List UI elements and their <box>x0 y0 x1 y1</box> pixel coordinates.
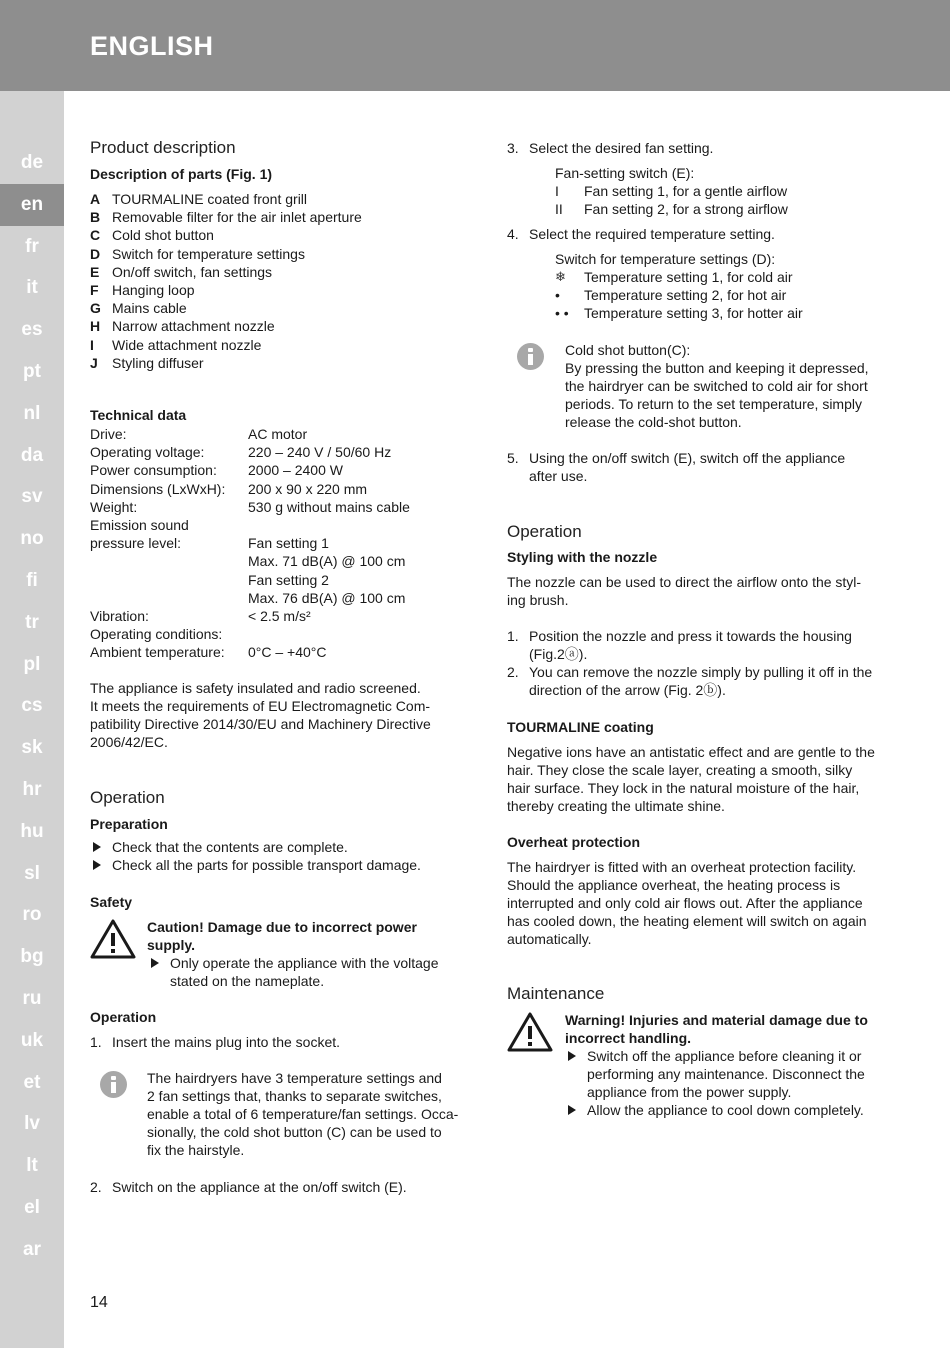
overheat-heading: Overheat protection <box>507 834 641 850</box>
page-number: 14 <box>90 1294 108 1311</box>
language-tab-ar[interactable]: ar <box>23 1238 41 1260</box>
step-4 <box>507 225 892 243</box>
table-row: Dimensions (LxWxH): 200 x 90 x 220 mm <box>90 480 368 497</box>
language-tab-fi[interactable]: fi <box>26 570 38 591</box>
language-tab-sv[interactable]: sv <box>21 486 43 508</box>
table-row: Emission sound <box>90 516 189 533</box>
technical-data-heading: Technical data <box>90 407 187 423</box>
list-item: Switch off the appliance before cleaning it or performing any maintenance. Disconnect the appliance from the power supply. <box>565 1047 892 1101</box>
list-item: H Narrow attachment nozzle <box>90 318 275 335</box>
language-tab-ro[interactable]: ro <box>22 904 42 926</box>
temp-switch-label: Switch for temperature settings (D): <box>555 251 776 267</box>
list-item: ❄ Temperature setting 1, for cold air <box>555 269 793 285</box>
list-item: 1. Position the nozzle and press it towards the housing (Fig.2ⓐ). <box>507 628 852 662</box>
product-description-heading: Product description <box>90 138 236 157</box>
warning-title: Warning! Injuries and material damage due to incorrect handling. <box>565 1012 868 1046</box>
table-row: Power consumption: 2000 – 2400 W <box>90 462 343 479</box>
technical-data-table <box>90 425 410 661</box>
warning-list <box>565 1047 892 1119</box>
list-item: B Removable filter for the air inlet aperture <box>90 209 362 226</box>
table-row: Ambient temperature: 0°C – +40°C <box>90 644 327 661</box>
language-tab-tr[interactable]: tr <box>25 611 39 633</box>
language-tab-uk[interactable]: uk <box>20 1029 44 1051</box>
list-item: 1. Insert the mains plug into the socket. <box>90 1034 341 1050</box>
cold-shot-note: Cold shot button(C): By pressing the button and keeping it depressed, the hairdryer can be switched to cold air for short periods. To return to the set temperature, simply release the cold-shot button. <box>565 342 869 430</box>
list-item: Check all the parts for possible transport damage. <box>90 856 480 874</box>
list-item: C Cold shot button <box>90 227 214 244</box>
language-tab-es[interactable]: es <box>21 319 43 341</box>
language-tab-ru[interactable]: ru <box>22 988 42 1009</box>
list-item: I Wide attachment nozzle <box>90 336 262 353</box>
table-row: Fan setting 2 <box>248 571 329 588</box>
maintenance-heading: Maintenance <box>507 984 605 1003</box>
operation-heading: Operation <box>90 788 165 807</box>
styling-heading: Styling with the nozzle <box>507 549 658 565</box>
list-item: E On/off switch, fan settings <box>90 263 273 280</box>
temperature-settings <box>555 268 803 323</box>
overheat-text: The hairdryer is fitted with an overheat protection facility. Should the appliance overheat, the heating process is interrupted and only cold air flows out. After the appliance has cooled down, the heating element will switch on again automatically. <box>507 859 867 947</box>
fan-switch-label: Fan-setting switch (E): <box>555 165 695 181</box>
step-5 <box>507 449 892 485</box>
language-tab-pt[interactable]: pt <box>23 361 41 382</box>
language-tab-sk[interactable]: sk <box>21 737 43 759</box>
operation-heading-right: Operation <box>507 522 582 541</box>
info-icon <box>100 1071 127 1098</box>
language-tab-hu[interactable]: hu <box>20 820 44 842</box>
language-tab-en[interactable]: en <box>0 184 64 226</box>
language-tab-fr[interactable]: fr <box>25 235 39 257</box>
nozzle-steps <box>507 627 892 699</box>
table-row: Drive: AC motor <box>90 426 308 442</box>
safety-heading: Safety <box>90 894 133 910</box>
language-tab-el[interactable]: el <box>24 1197 40 1218</box>
list-item: II Fan setting 2, for a strong airflow <box>555 201 788 218</box>
language-tab-sl[interactable]: sl <box>24 862 40 884</box>
list-item: D Switch for temperature settings <box>90 245 305 262</box>
language-tab-nl[interactable]: nl <box>23 402 41 424</box>
operation-steps <box>90 1033 480 1051</box>
table-row: Vibration: < 2.5 m/s² <box>90 607 311 624</box>
table-row: Operating voltage: 220 – 240 V / 50/60 Hz <box>90 444 392 461</box>
language-tab-hr[interactable]: hr <box>22 779 42 800</box>
list-item: A TOURMALINE coated front grill <box>90 191 308 207</box>
page-title: ENGLISH <box>90 31 214 61</box>
list-item: • Temperature setting 2, for hot air <box>555 287 787 304</box>
language-tab-lt[interactable]: lt <box>26 1155 38 1177</box>
language-tab-it[interactable]: it <box>26 277 38 299</box>
caution-title: Caution! Damage due to incorrect power supply. <box>147 919 417 953</box>
tourmaline-heading: TOURMALINE coating <box>507 719 654 735</box>
list-item: Allow the appliance to cool down completely. <box>565 1101 892 1119</box>
preparation-heading: Preparation <box>90 816 168 832</box>
language-tab-et[interactable]: et <box>23 1071 41 1093</box>
parts-list <box>90 190 362 372</box>
language-tab-lv[interactable]: lv <box>24 1113 40 1135</box>
language-tab-pl[interactable]: pl <box>23 653 41 675</box>
list-item: G Mains cable <box>90 300 187 317</box>
table-row: Operating conditions: <box>90 626 223 643</box>
safety-paragraph: The appliance is safety insulated and radio screened. It meets the requirements of EU Electromagnetic Com- patibility Directive 2014/30/EU and Machinery Directive 2006/42/EC. <box>90 680 431 750</box>
list-item: 2. You can remove the nozzle simply by pulling it off in the direction of the arrow (Fig. 2ⓑ). <box>507 664 873 698</box>
list-item: J Styling diffuser <box>90 354 204 371</box>
list-item: 4. Select the required temperature setting. <box>507 226 775 242</box>
table-row: Max. 71 dB(A) @ 100 cm <box>248 553 406 570</box>
table-row: Weight: 530 g without mains cable <box>90 498 410 515</box>
info-icon <box>517 343 544 370</box>
snowflake-icon: ❄ <box>555 269 566 284</box>
table-row: pressure level: Fan setting 1 <box>90 535 329 552</box>
operation-sub-heading: Operation <box>90 1009 157 1025</box>
language-tab-bg[interactable]: bg <box>20 946 44 968</box>
language-tab-da[interactable]: da <box>20 444 44 466</box>
operation-steps-continued <box>90 1178 480 1196</box>
info-note: The hairdryers have 3 temperature settings and 2 fan settings that, thanks to separate switches, enable a total of 6 temperature/fan settings. Occa- sionally, the cold shot button (C) can be used to fix the hairstyle. <box>147 1070 459 1158</box>
page-header <box>0 0 950 91</box>
list-item: 2. Switch on the appliance at the on/off switch (E). <box>90 1179 407 1195</box>
warning-triangle-icon <box>90 919 136 959</box>
table-row: Max. 76 dB(A) @ 100 cm <box>248 589 406 606</box>
fan-settings <box>555 182 788 218</box>
step-3 <box>507 139 892 157</box>
list-item: 3. Select the desired fan setting. <box>507 140 714 156</box>
list-item: Check that the contents are complete. <box>90 838 480 856</box>
language-tab-cs[interactable]: cs <box>21 695 43 717</box>
list-item: Only operate the appliance with the voltage stated on the nameplate. <box>148 954 478 990</box>
warning-triangle-icon <box>507 1012 553 1052</box>
parts-heading: Description of parts (Fig. 1) <box>90 166 273 182</box>
styling-text: The nozzle can be used to direct the airflow onto the styl- ing brush. <box>507 574 862 608</box>
list-item: 5. Using the on/off switch (E), switch off the appliance after use. <box>507 450 846 484</box>
language-tab-de[interactable]: de <box>20 152 44 173</box>
list-item: I Fan setting 1, for a gentle airflow <box>555 183 788 199</box>
language-tab-no[interactable]: no <box>20 528 44 550</box>
list-item: F Hanging loop <box>90 281 195 298</box>
caution-list <box>148 954 478 990</box>
tourmaline-text: Negative ions have an antistatic effect and are gentle to the hair. They close the scale layer, creating a smooth, silky hair surface. They lock in the natural moisture of the hair, thereby creating the ultimate shine. <box>507 744 875 814</box>
language-sidebar <box>0 91 64 1348</box>
preparation-list <box>90 838 480 874</box>
list-item: • • Temperature setting 3, for hotter air <box>555 305 803 322</box>
